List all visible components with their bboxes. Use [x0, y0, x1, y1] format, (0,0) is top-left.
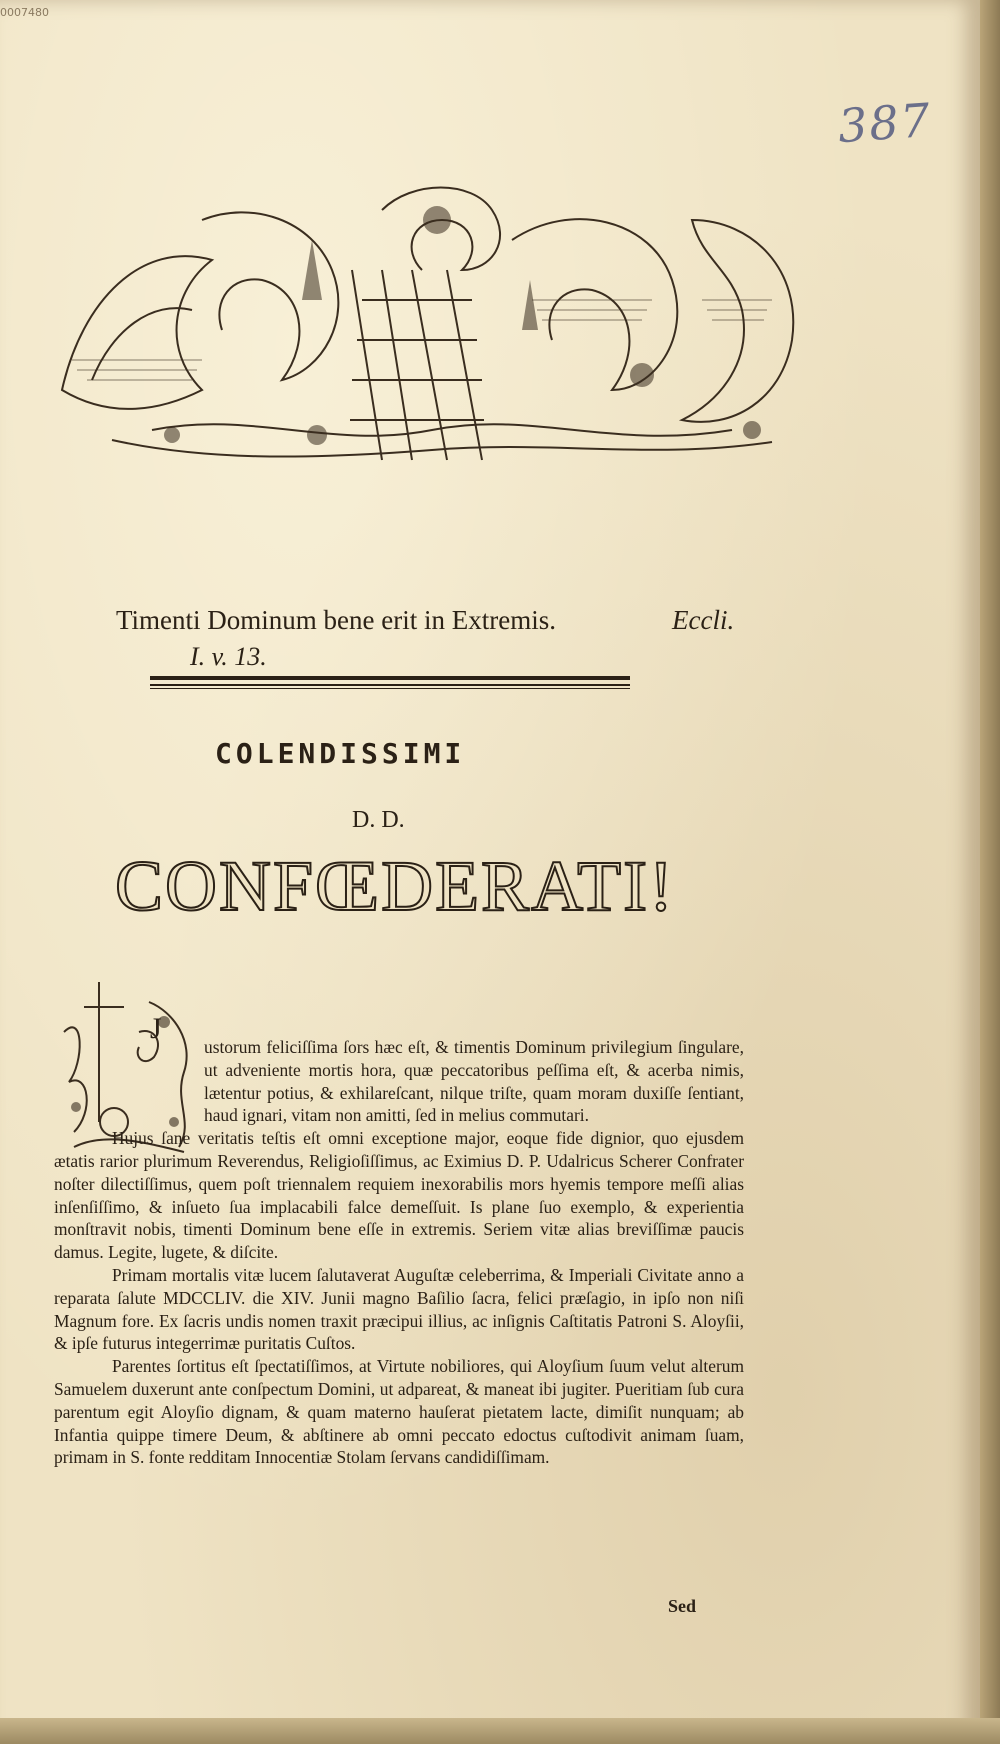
- paragraph-4: Parentes ſortitus eſt ſpectatiſſimos, at Virtute nobiliores, qui Aloyſium ſuum velut alterum Samuelem duxerunt ante conſpectum Domini, ut adpareat, & maneat ibi jugiter. Pueritiam ſub cura parentum egit Aloyſio dignam, & quam materno hauſerat pietatem lacte, dimiſit nunquam; ab Infantia quippe timere Deum, & abſtinere ab omni peccato edoctus cuſtodivit animam ſuam, primam in S. fonte redditam Innocentiæ Stolam ſervans candidiſſimam.: [54, 1356, 744, 1468]
- folio-number: 387: [836, 92, 934, 154]
- double-rule: [150, 676, 630, 690]
- motto-line: [116, 605, 735, 636]
- motto-reference: Eccli.: [672, 605, 735, 635]
- motto-text: Timenti Dominum bene erit in Extremis.: [116, 605, 556, 635]
- page-edge-bottom: [0, 1718, 1000, 1744]
- scan-id: 0007480: [0, 6, 49, 19]
- main-title: CONFŒDERATI!: [115, 846, 676, 926]
- dd-abbrev: D. D.: [352, 807, 405, 833]
- ornamental-headpiece: [52, 180, 822, 470]
- page-edge-right: [980, 0, 1000, 1744]
- initial-letter: J: [150, 1012, 162, 1045]
- paragraph-1: ustorum feliciſſima ſors hæc eſt, & timentis Dominum privilegium ſingulare, ut adveniente mortis hora, quæ peccatoribus peſſima eſt, & acerba nimis, lætentur potius, & exhilareſcant, nilque triſte, quam moram duxiſſe ſentiant, haud ignari, vitam non amitti, ſed in melius commutari.: [204, 1037, 744, 1126]
- motto-reference-cont: I. v. 13.: [190, 642, 267, 671]
- paragraph-3: Primam mortalis vitæ lucem ſalutaverat Auguſtæ celeberrima, & Imperiali Civitate anno a reparata ſalute MDCCLIV. die XIV. Junii magno Baſilio ſacra, felici præſagio, in ipſo non niſi Magnum fore. Ex ſacris undis nomen traxit præcipui illius, ac inſignis Caſtitatis Patroni S. Aloyſii, & ipſe futurus integerrimæ puritatis Cuſtos.: [54, 1264, 744, 1354]
- catchword: Sed: [668, 1596, 697, 1616]
- salutation-heading: COLENDISSIMI: [215, 737, 466, 770]
- body-text: [54, 1036, 744, 1469]
- paragraph-2: Hujus ſane veritatis teſtis eſt omni exceptione major, eoque fide dignior, quo ejusdem ætatis rarior plurimum Reverendus, Religioſiſſimus, ac Eximius D. P. Udalricus Scherer Confrater noſter dilectiſſimus, quem poſt triennalem requiem inexorabilis mors hyemis tempore meſſi alias inſenſiſſimo, & inſueto ſua implacabili falce demeſſuit. Is plane ſuo exemplo, & experientia monſtravit nobis, timenti Dominum bene eſſe in extremis. Seriem vitæ alias breviſſimæ paucis damus. Legite, lugete, & diſcite.: [54, 1128, 744, 1263]
